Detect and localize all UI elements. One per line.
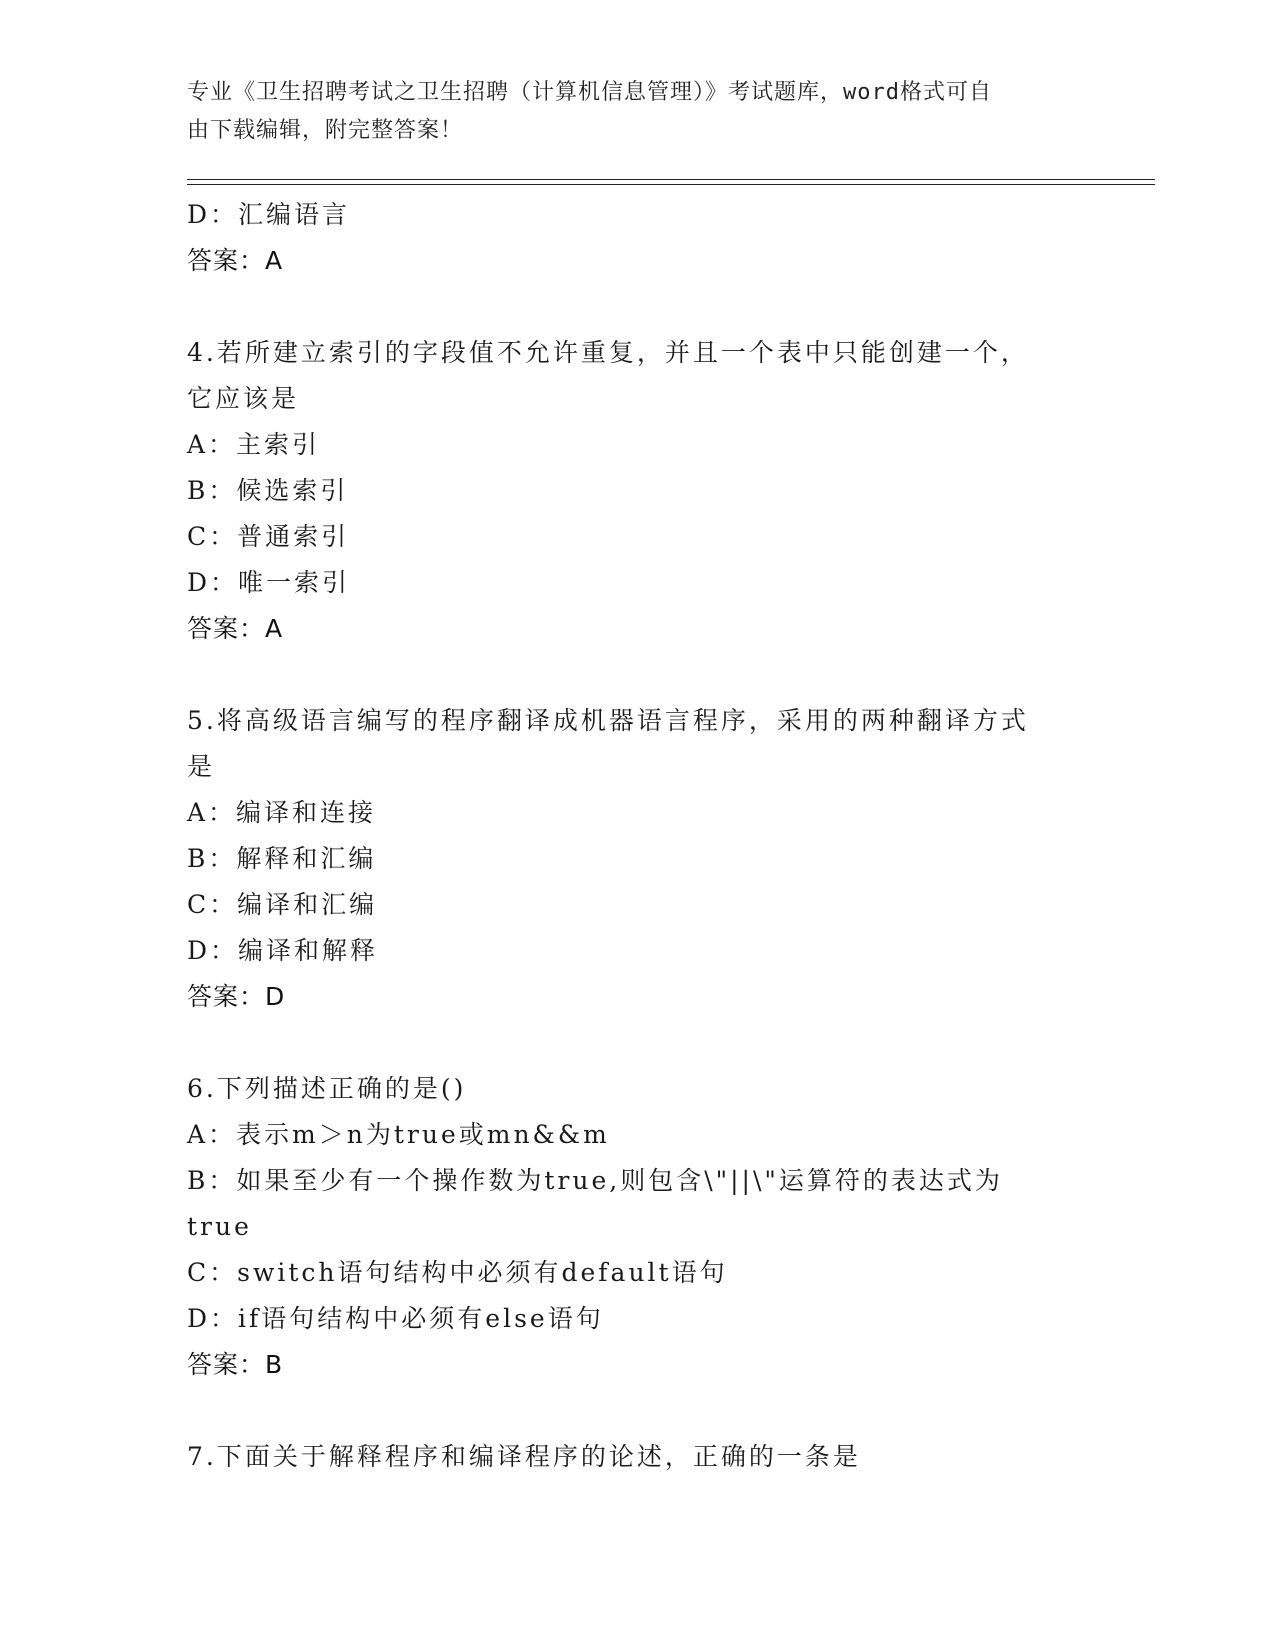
question-6 <box>187 1066 1087 1388</box>
option-a: A：编译和连接 <box>187 798 377 827</box>
question-title-line-1: 5.将高级语言编写的程序翻译成机器语言程序，采用的两种翻译方式 <box>187 706 1029 735</box>
answer: 答案：B <box>187 1350 284 1379</box>
question-3 <box>187 192 1087 284</box>
option-d: D：if语句结构中必须有else语句 <box>187 1304 604 1333</box>
question-title <box>187 698 1087 790</box>
spacer <box>187 652 1087 698</box>
document-header <box>187 74 1067 150</box>
spacer <box>187 284 1087 330</box>
question-title: 7.下面关于解释程序和编译程序的论述，正确的一条是 <box>187 1442 861 1471</box>
option-b: B：候选索引 <box>187 476 349 505</box>
question-title-line-2: 是 <box>187 752 216 781</box>
option-a: A：表示m＞n为true或mn&&m <box>187 1120 610 1149</box>
answer: 答案：A <box>187 246 284 275</box>
option-c: C：编译和汇编 <box>187 890 378 919</box>
question-7 <box>187 1434 1087 1480</box>
header-divider-top <box>187 179 1155 180</box>
spacer <box>187 1020 1087 1066</box>
question-5 <box>187 698 1087 1020</box>
answer: 答案：D <box>187 982 286 1011</box>
header-line-2: 由下载编辑，附完整答案！ <box>187 118 464 143</box>
option-c: C：switch语句结构中必须有default语句 <box>187 1258 728 1287</box>
header-line-1: 专业《卫生招聘考试之卫生招聘（计算机信息管理）》考试题库，word格式可自 <box>187 80 992 105</box>
question-list <box>187 192 1087 1480</box>
option-b-line-1: B：如果至少有一个操作数为true,则包含\"||\"运算符的表达式为 <box>187 1166 1003 1195</box>
option-d: D：唯一索引 <box>187 568 351 597</box>
question-title <box>187 330 1087 422</box>
question-4 <box>187 330 1087 652</box>
option-d: D：编译和解释 <box>187 936 379 965</box>
option-b: B：解释和汇编 <box>187 844 377 873</box>
header-divider-bottom <box>187 184 1155 185</box>
question-title: 6.下列描述正确的是() <box>187 1074 467 1103</box>
option-b-line-2: true <box>187 1212 252 1241</box>
answer: 答案：A <box>187 614 284 643</box>
question-title-line-2: 它应该是 <box>187 384 300 413</box>
option-d: D：汇编语言 <box>187 200 351 229</box>
question-title-line-1: 4.若所建立索引的字段值不允许重复，并且一个表中只能创建一个， <box>187 338 1029 367</box>
option-a: A：主索引 <box>187 430 321 459</box>
spacer <box>187 1388 1087 1434</box>
option-c: C：普通索引 <box>187 522 350 551</box>
